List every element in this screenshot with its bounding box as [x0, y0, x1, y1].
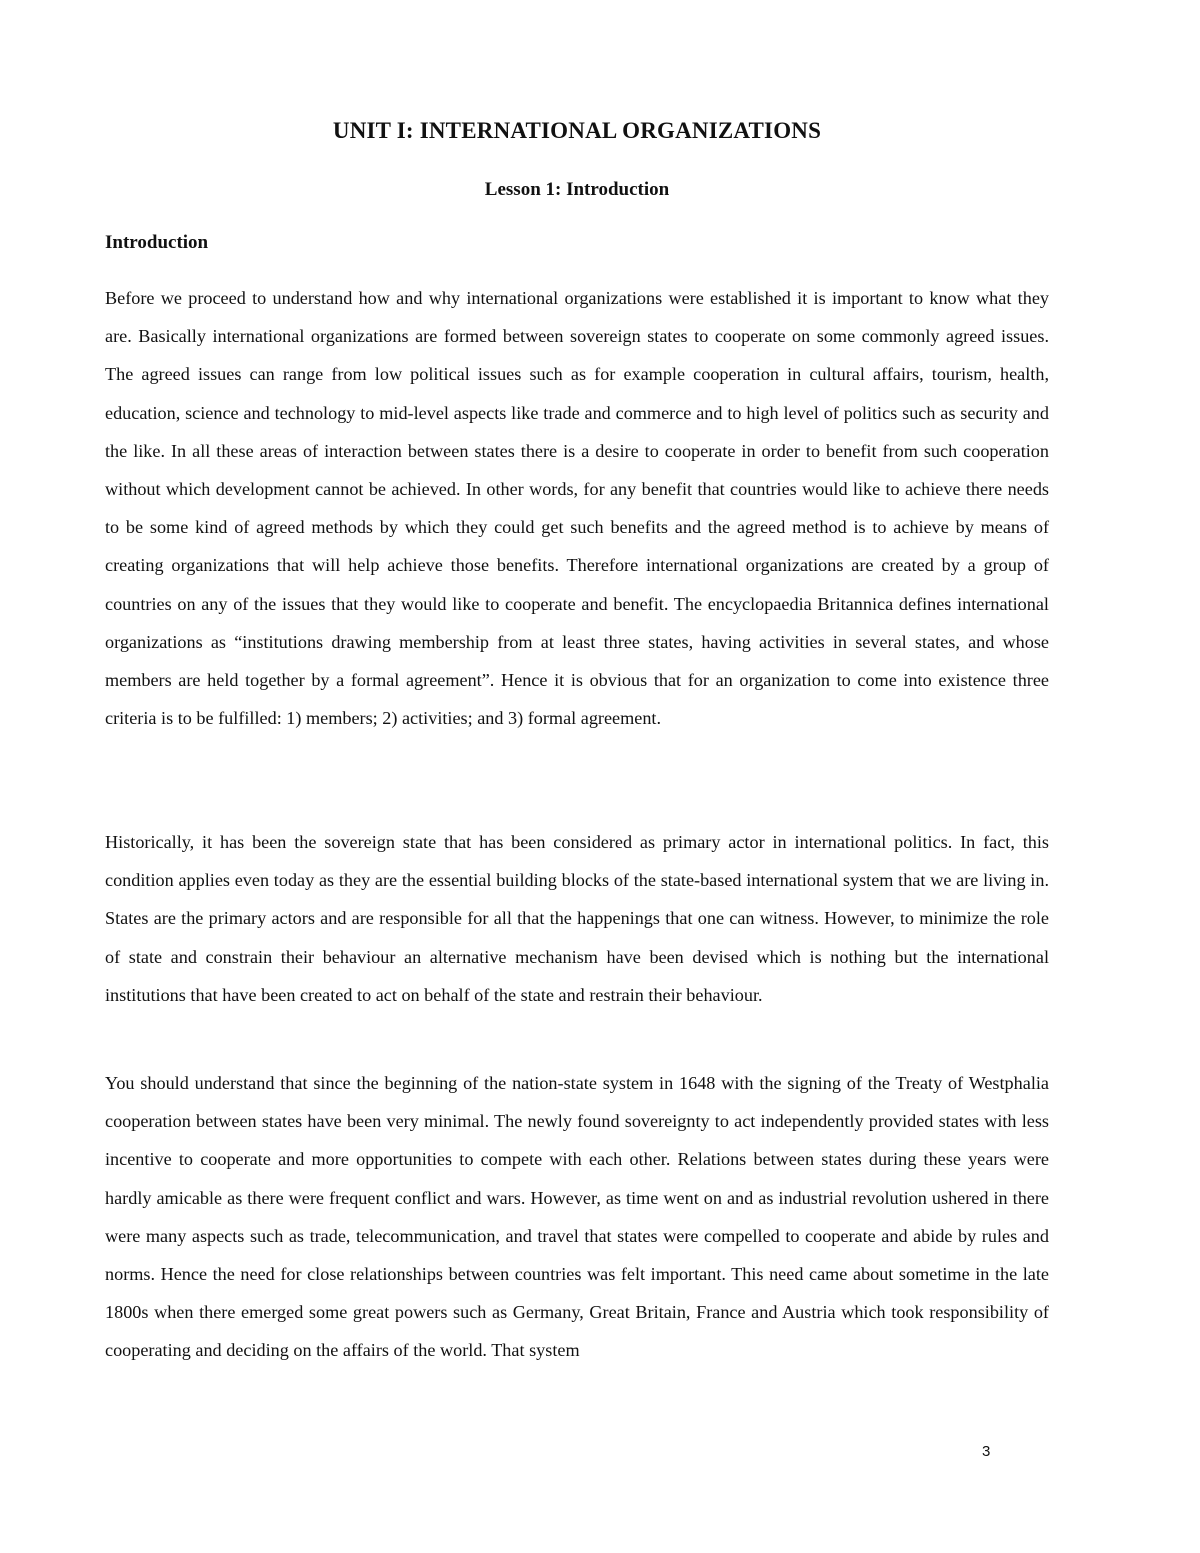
section-heading: Introduction — [105, 232, 209, 253]
unit-title: UNIT I: INTERNATIONAL ORGANIZATIONS — [332, 118, 822, 143]
paragraph-definition: Before we proceed to understand how and why international organizations were established it is important to know what they are. Basically international organizations are formed between sovereign states to cooperate on some commonly agreed issues. The agreed issues can range from low political issues such as for example cooperation in cultural affairs, tourism, health, education, science and technology to mid-level aspects like trade and commerce and to high level of politics such as security and the like. In all these areas of interaction between states there is a desire to cooperate in order to benefit from such cooperation without which development cannot be achieved. In other words, for any benefit that countries would like to achieve there needs to be some kind of agreed methods by which they could get such benefits and the agreed method is to achieve by means of creating organizations that will help achieve those benefits. Therefore international organizations are created by a group of countries on any of the issues that they would like to cooperate and benefit. The encyclopaedia Britannica defines international organizations as “institutions drawing membership from at least three states, having activities in several states, and whose members are held together by a formal agreement”. Hence it is obvious that for an organization to come into existence three criteria is to be fulfilled: 1) members; 2) activities; and 3) formal agreement. — [105, 288, 1049, 729]
paragraph-westphalia: You should understand that since the beginning of the nation-state system in 1648 with the signing of the Treaty of Westphalia cooperation between states have been very minimal. The newly found sovereignty to act independently provided states with less incentive to cooperate and more opportunities to compete with each other. Relations between states during these years were hardly amicable as there were frequent conflict and wars. However, as time went on and as industrial revolution ushered in there were many aspects such as trade, telecommunication, and travel that states were compelled to cooperate and abide by rules and norms. Hence the need for close relationships between countries was felt important. This need came about sometime in the late 1800s when there emerged some great powers such as Germany, Great Britain, France and Austria which took responsibility of cooperating and deciding on the affairs of the world. That system — [105, 1073, 1049, 1361]
paragraph-historical-state-role: Historically, it has been the sovereign state that has been considered as primary actor in international politics. In fact, this condition applies even today as they are the essential building blocks of the state-based international system that we are living in. States are the primary actors and are responsible for all that the happenings that one can witness. However, to minimize the role of state and constrain their behaviour an alternative mechanism have been devised which is nothing but the international institutions that have been created to act on behalf of the state and restrain their behaviour. — [105, 832, 1049, 1005]
lesson-title: Lesson 1: Introduction — [484, 179, 670, 200]
page-number: 3 — [982, 1443, 991, 1460]
